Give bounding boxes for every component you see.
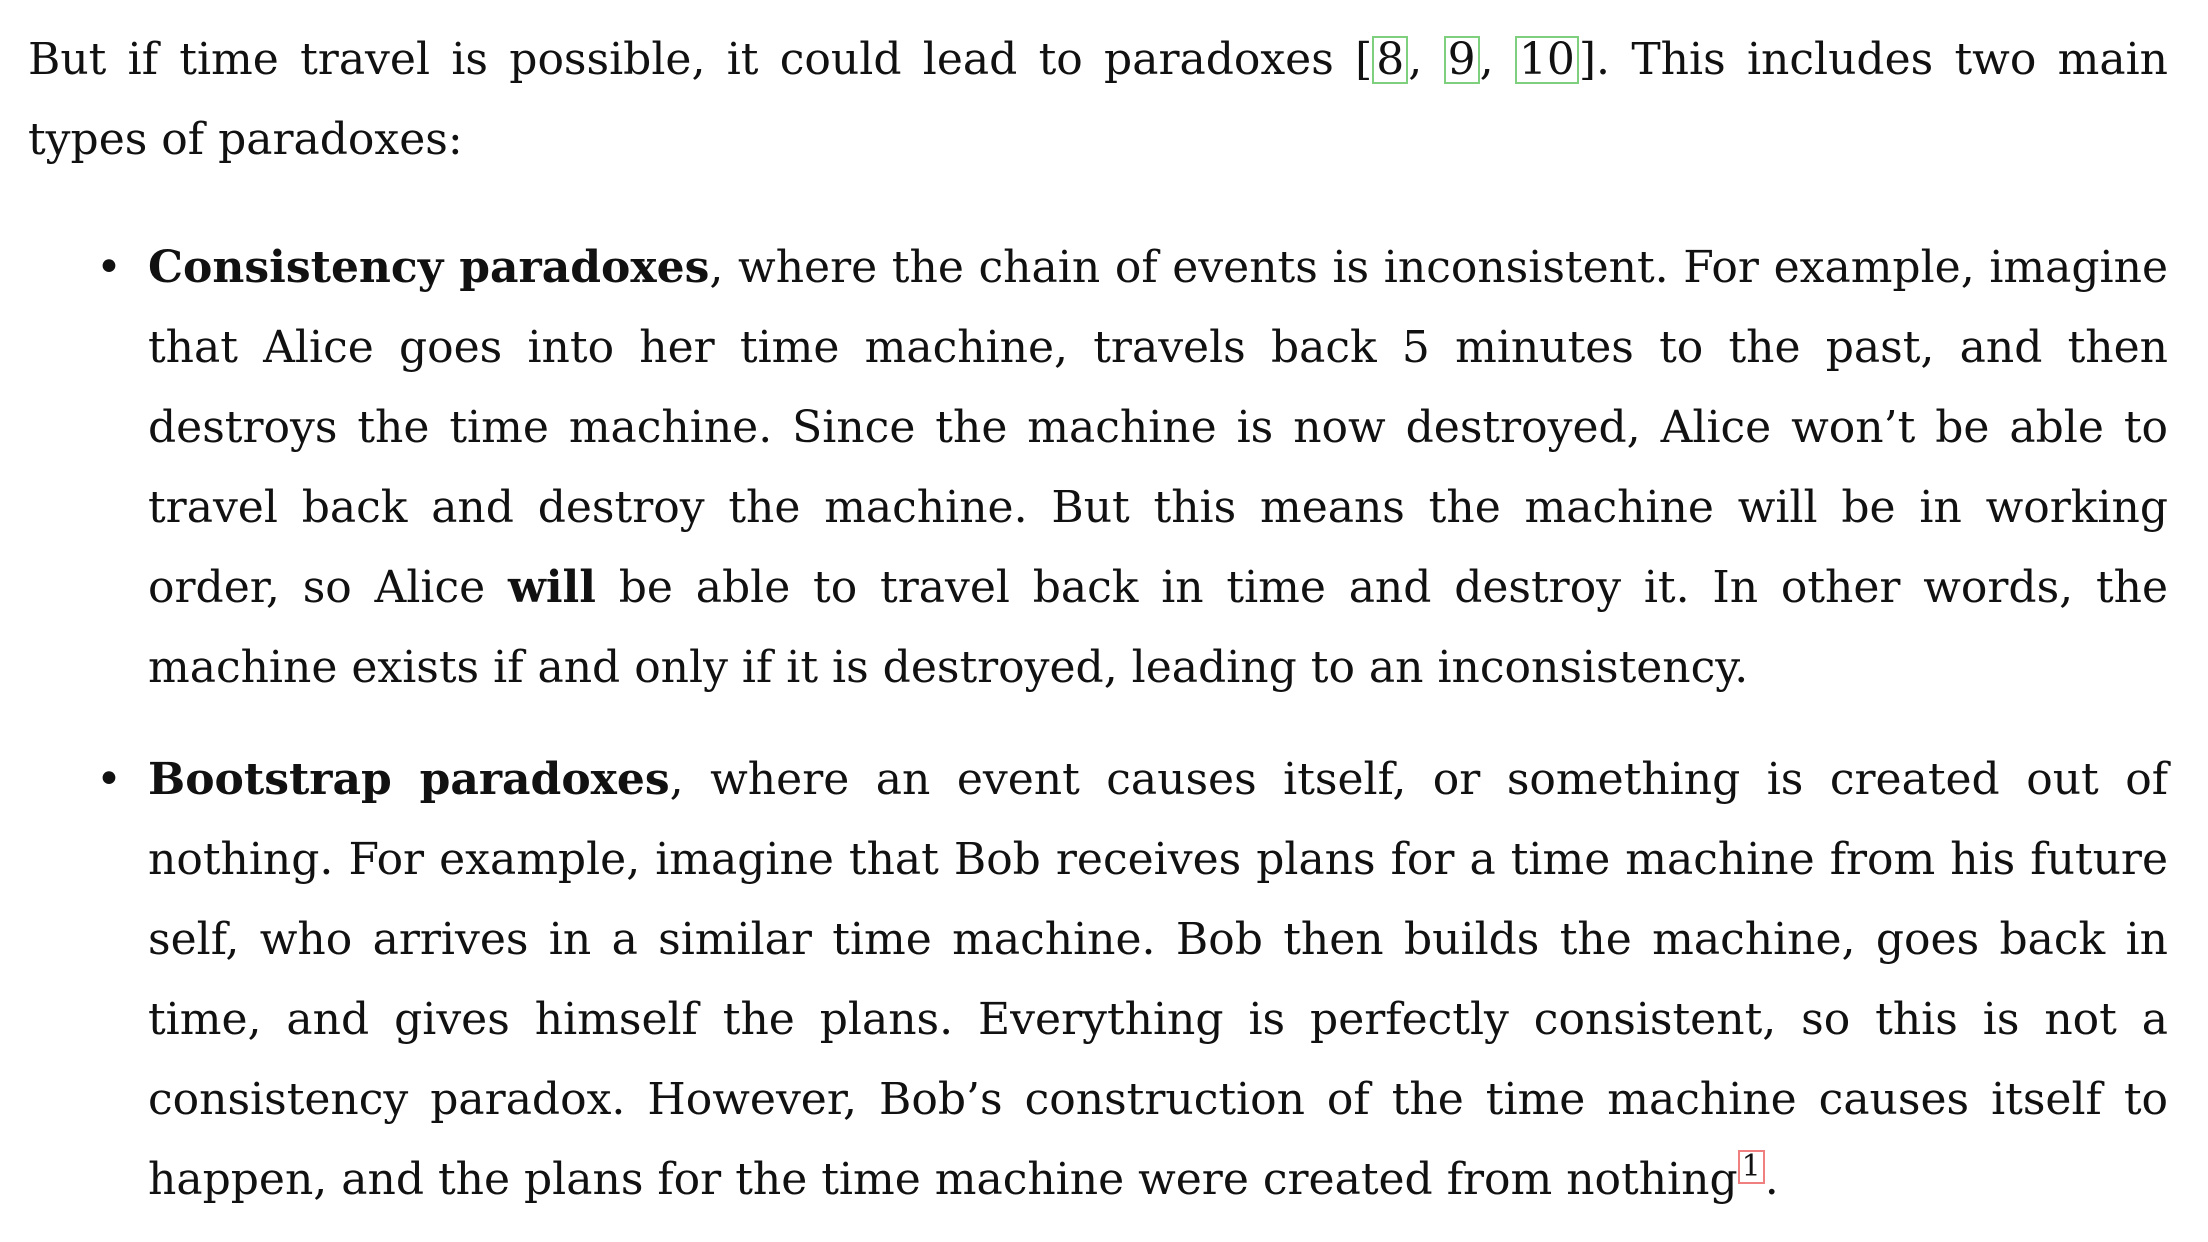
paradox-list	[28, 228, 2168, 1220]
citation-link[interactable]: 10	[1515, 36, 1579, 84]
intro-paragraph	[28, 20, 2168, 180]
intro-text-before: But if time travel is possible, it could lead to paradoxes [	[28, 34, 1373, 85]
item-text: .	[1764, 1154, 1779, 1205]
item-text: , where the chain of events is inconsistent. For example, imagine that Alice goes into her time machine, travels back 5 minutes to the past, and then destroys the time machine. Since the machine is now destroyed, Alice won’t be able to travel back and destroy the machine. But this means the machine will be in working order, so Alice	[148, 242, 2168, 613]
bullet-icon: •	[96, 754, 122, 805]
list-item-bootstrap-paradoxes	[28, 740, 2168, 1220]
list-item-consistency-paradoxes	[28, 228, 2168, 708]
item-text: be able to travel back in time and destroy it. In other words, the machine exists if and only if it is destroyed, leading to an inconsistency.	[148, 562, 2169, 693]
citation-link[interactable]: 9	[1444, 36, 1480, 84]
footnote-link[interactable]: 1	[1738, 1150, 1765, 1184]
emphasis-will: will	[507, 562, 596, 613]
citation-separator: ,	[1479, 34, 1515, 85]
bullet-icon: •	[96, 242, 122, 293]
citation-separator: ,	[1408, 34, 1444, 85]
item-text: , where an event causes itself, or something is created out of nothing. For example, imagine that Bob receives plans for a time machine from his future self, who arrives in a similar time machine. Bob then builds the machine, goes back in time, and gives himself the plans. Everything is perfectly consistent, so this is not a consistency paradox. However, Bob’s construction of the time machine causes itself to happen, and the plans for the time machine were created from nothing	[148, 754, 2168, 1205]
term-bootstrap-paradoxes: Bootstrap paradoxes	[148, 754, 670, 805]
citation-link[interactable]: 8	[1372, 36, 1408, 84]
document-body	[28, 20, 2168, 1220]
term-consistency-paradoxes: Consistency paradoxes	[148, 242, 710, 293]
intro-text-after: ]. This includes two main types of paradoxes:	[28, 34, 2168, 165]
